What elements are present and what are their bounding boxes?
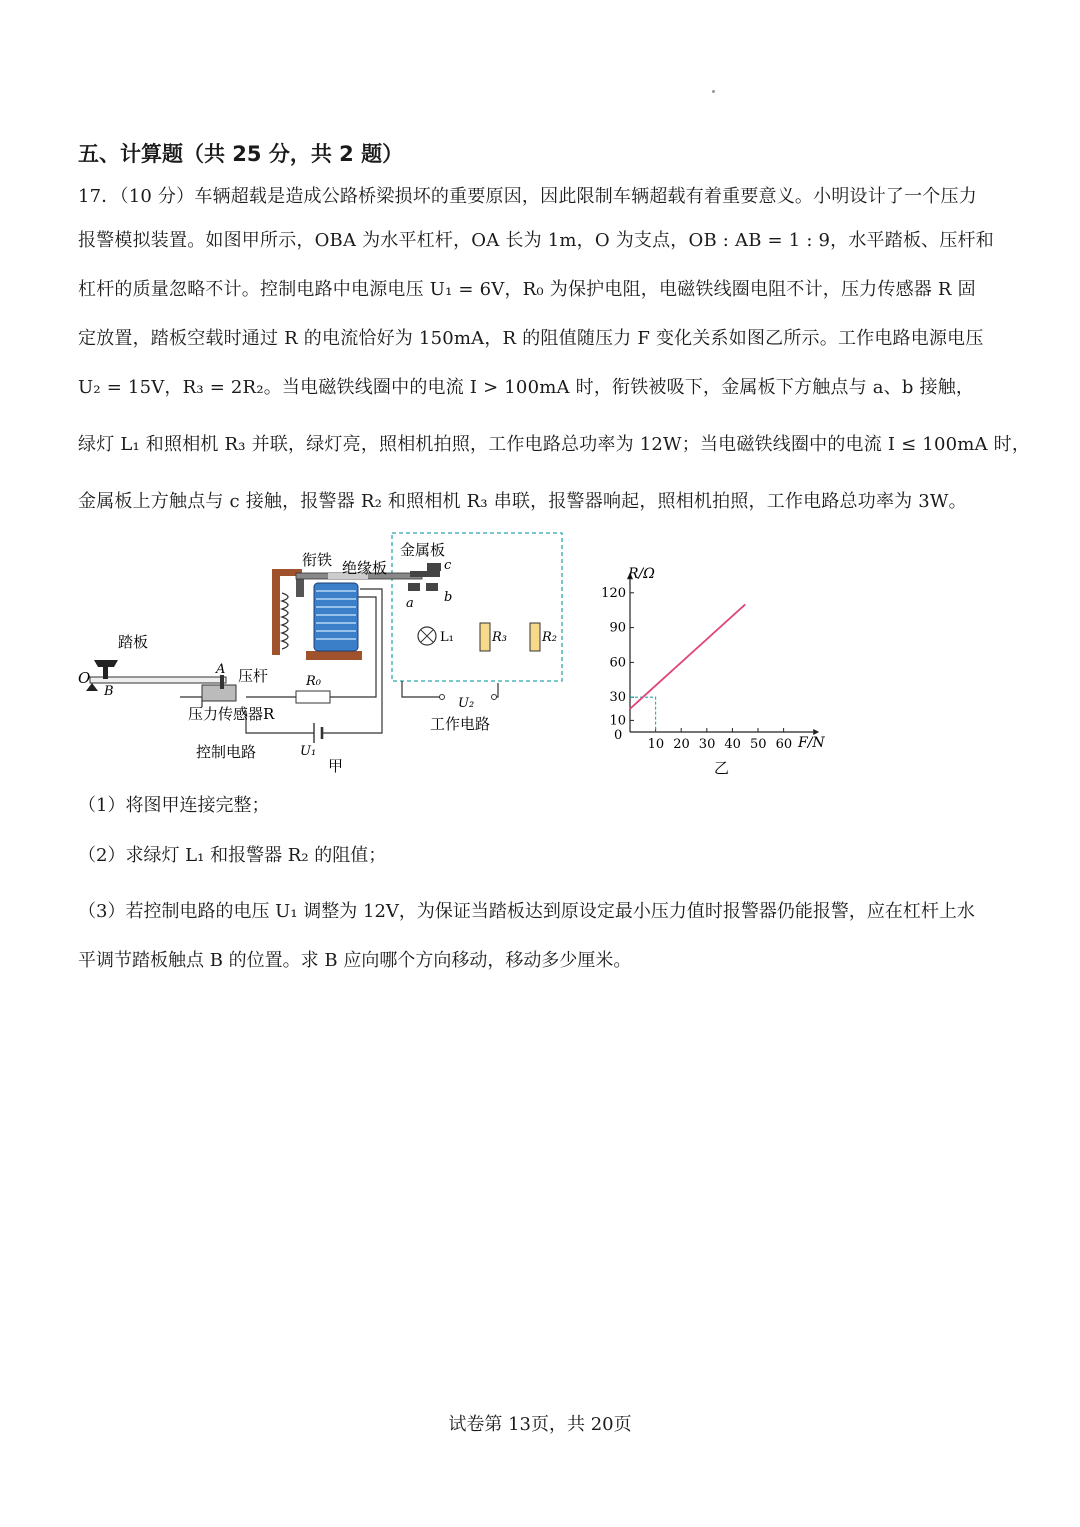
resistor-R0 (296, 691, 330, 703)
label-R3: R₃ (492, 630, 507, 645)
scan-speck (712, 90, 715, 93)
label-armature: 衔铁 (302, 551, 333, 569)
caption-yi: 乙 (714, 759, 730, 777)
y-tick-label: 120 (601, 585, 626, 601)
label-metal-plate: 金属板 (400, 541, 446, 559)
chart-plot (601, 572, 819, 752)
label-sensor: 压力传感器R (188, 705, 275, 723)
caption-jia: 甲 (328, 757, 344, 775)
x-tick-label: 50 (750, 737, 767, 752)
problem-line-3: 杠杆的质量忽略不计。控制电路中电源电压 U₁ = 6V，R₀ 为保护电阻，电磁铁线圈电阻不计，压力传感器 R 固 (78, 279, 976, 300)
page-footer: 试卷第 13页，共 20页 (448, 1414, 632, 1435)
resistor-R2 (530, 623, 540, 651)
guide-dashed-line (630, 697, 656, 732)
pedal (94, 660, 118, 667)
question-3-line-2: 平调节踏板触点 B 的位置。求 B 应向哪个方向移动，移动多少厘米。 (78, 950, 632, 971)
x-tick-label: 10 (647, 737, 665, 752)
problem-line-6: 绿灯 L₁ 和照相机 R₃ 并联，绿灯亮，照相机拍照，工作电路总功率为 12W；当电磁铁线圈中的电流 I ≤ 100mA 时， (78, 434, 1031, 455)
section-title: 五、计算题（共 25 分，共 2 题） (78, 142, 404, 166)
label-U2: U₂ (458, 696, 475, 711)
metal-plate (410, 571, 440, 577)
problem-line-7: 金属板上方触点与 c 接触，报警器 R₂ 和照相机 R₃ 串联，报警器响起，照相机拍照，工作电路总功率为 3W。 (78, 491, 967, 512)
electromagnet-coil (314, 583, 358, 651)
y-tick-label: 60 (609, 655, 626, 671)
resistor-R3 (480, 623, 490, 651)
pressure-sensor (202, 685, 236, 701)
x-tick-label: 20 (673, 737, 690, 752)
problem-line-2: 报警模拟装置。如图甲所示，OBA 为水平杠杆，OA 长为 1m，O 为支点，OB : AB = 1 : 9，水平踏板、压杆和 (78, 230, 994, 251)
question-1: （1）将图甲连接完整； (78, 795, 270, 816)
question-2: （2）求绿灯 L₁ 和报警器 R₂ 的阻值； (78, 845, 387, 866)
chart-origin-label: 0 (614, 728, 623, 743)
rf-chart (590, 560, 840, 780)
label-work-circuit: 工作电路 (430, 715, 491, 733)
label-R2: R₂ (542, 630, 557, 645)
spring (282, 593, 288, 649)
chart-ylabel: R/Ω (628, 566, 655, 582)
y-tick-label: 90 (609, 620, 626, 636)
work-wire (402, 681, 440, 697)
label-B: B (104, 684, 114, 699)
label-U1: U₁ (300, 744, 317, 759)
chart-xlabel: F/N (798, 735, 825, 751)
label-insulator: 绝缘板 (342, 559, 388, 577)
label-L1: L₁ (440, 630, 454, 645)
label-R0: R₀ (306, 674, 321, 689)
problem-line-1: 17．（10 分）车辆超载是造成公路桥梁损坏的重要原因，因此限制车辆超载有着重要意义。小明设计了一个压力 (78, 186, 977, 207)
label-control-circuit: 控制电路 (196, 743, 257, 761)
label-rod: 压杆 (238, 667, 269, 685)
problem-line-4: 定放置，踏板空载时通过 R 的电流恰好为 150mA，R 的阻值随压力 F 变化关系如图乙所示。工作电路电源电压 (78, 328, 984, 349)
x-tick-label: 60 (775, 737, 793, 752)
contact-b (426, 583, 438, 591)
problem-line-5: U₂ = 15V，R₃ = 2R₂。当电磁铁线圈中的电流 I > 100mA 时，衔铁被吸下，金属板下方触点与 a、b 接触， (78, 377, 975, 398)
label-A: A (216, 662, 226, 677)
question-3-line-1: （3）若控制电路的电压 U₁ 调整为 12V，为保证当踏板达到原设定最小压力值时报警器仍能报警，应在杠杆上水 (78, 901, 975, 922)
contact-a (408, 583, 420, 591)
relay-frame (272, 573, 280, 655)
contact-c (427, 563, 441, 571)
y-tick-label: 30 (609, 690, 626, 706)
y-tick-label: 10 (609, 713, 626, 729)
label-O: O (78, 669, 91, 687)
x-tick-label: 30 (698, 737, 716, 752)
label-b: b (444, 590, 453, 605)
label-pedal: 踏板 (118, 633, 149, 651)
press-rod (220, 675, 224, 689)
circuit-diagram (70, 525, 570, 780)
series-line (630, 604, 745, 708)
label-a: a (406, 596, 414, 611)
relay-base (306, 651, 362, 660)
lever-OBA (90, 677, 226, 683)
x-tick-label: 40 (724, 737, 741, 752)
label-c: c (444, 558, 452, 573)
